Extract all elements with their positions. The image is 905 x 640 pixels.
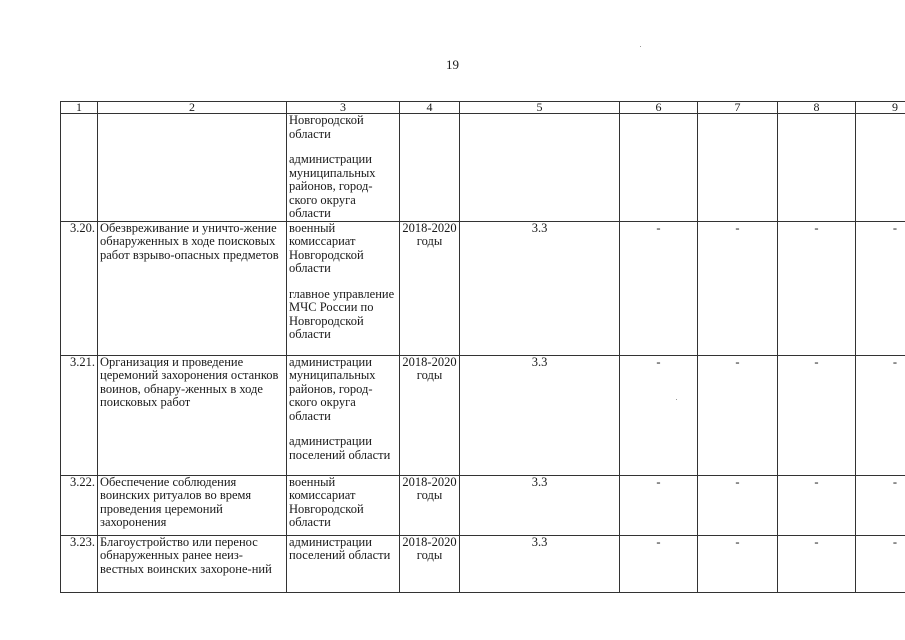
ref-cell: 3.3: [460, 221, 620, 355]
header-col-7: 7: [698, 102, 778, 114]
col9-cell: -: [856, 355, 905, 475]
col6-cell: -: [620, 221, 698, 355]
executors-cell: [287, 114, 400, 222]
col9-cell: -: [856, 221, 905, 355]
period-cell: [400, 114, 460, 222]
plan-table: [60, 101, 905, 593]
header-col-9: 9: [856, 102, 905, 114]
col8-cell: -: [778, 221, 856, 355]
col7-cell: -: [698, 535, 778, 592]
header-col-6: 6: [620, 102, 698, 114]
executors-cell: [287, 535, 400, 592]
col6-cell: -: [620, 475, 698, 535]
col9-cell: -: [856, 535, 905, 592]
table-row: [61, 355, 905, 475]
ref-cell: 3.3: [460, 355, 620, 475]
period-cell: 2018-2020 годы: [400, 475, 460, 535]
page-number: 19: [446, 57, 459, 72]
col6-cell: -: [620, 535, 698, 592]
ref-cell: [460, 114, 620, 222]
col9-cell: -: [856, 475, 905, 535]
header-col-4: 4: [400, 102, 460, 114]
col9-cell: [856, 114, 905, 222]
row-number: [61, 114, 98, 222]
table-row: [61, 114, 905, 222]
executor-text: администрации поселений области: [289, 534, 391, 562]
ref-cell: 3.3: [460, 475, 620, 535]
executors-cell: [287, 221, 400, 355]
scan-speck: [676, 399, 677, 400]
header-col-8: 8: [778, 102, 856, 114]
executors-cell: [287, 475, 400, 535]
col8-cell: -: [778, 355, 856, 475]
measure-name: Организация и проведение церемоний захоронения останков воинов, обнару-женных в ходе поисковых работ: [98, 355, 287, 475]
col7-cell: -: [698, 221, 778, 355]
period-cell: 2018-2020 годы: [400, 535, 460, 592]
executor-text: администрации муниципальных районов, город-ского округа области: [289, 354, 376, 423]
executor-text: военный комиссариат Новгородской области: [289, 220, 364, 275]
executor-text: Новгородской области: [289, 113, 364, 141]
measure-name: [98, 114, 287, 222]
scan-speck: [640, 46, 641, 47]
measure-name: Обеспечение соблюдения воинских ритуалов во время проведения церемоний захоронения: [98, 475, 287, 535]
measure-name: Обезвреживание и уничто-жение обнаруженных в ходе поисковых работ взрыво-опасных предметов: [98, 221, 287, 355]
header-row: [61, 102, 905, 114]
row-number: 3.21.: [61, 355, 98, 475]
col8-cell: -: [778, 475, 856, 535]
col7-cell: -: [698, 355, 778, 475]
header-col-5: 5: [460, 102, 620, 114]
row-number: 3.23.: [61, 535, 98, 592]
col6-cell: [620, 114, 698, 222]
table-row: [61, 475, 905, 535]
table-row: [61, 221, 905, 355]
col8-cell: [778, 114, 856, 222]
executors-cell: [287, 355, 400, 475]
executor-text: администрации муниципальных районов, город-ского округа области: [289, 152, 376, 220]
ref-cell: 3.3: [460, 535, 620, 592]
header-col-2: 2: [98, 102, 287, 114]
col7-cell: -: [698, 475, 778, 535]
executor-text: главное управление МЧС России по Новгородской области: [289, 286, 395, 341]
row-number: 3.22.: [61, 475, 98, 535]
col8-cell: -: [778, 535, 856, 592]
col6-cell: -: [620, 355, 698, 475]
executor-text: администрации поселений области: [289, 434, 391, 462]
measure-name: Благоустройство или перенос обнаруженных ранее неиз-вестных воинских захороне-ний: [98, 535, 287, 592]
table-row: [61, 535, 905, 592]
period-cell: 2018-2020 годы: [400, 355, 460, 475]
header-col-3: 3: [287, 102, 400, 114]
header-col-1: 1: [61, 102, 98, 114]
row-number: 3.20.: [61, 221, 98, 355]
col7-cell: [698, 114, 778, 222]
executor-text: военный комиссариат Новгородской области: [289, 474, 364, 529]
period-cell: 2018-2020 годы: [400, 221, 460, 355]
